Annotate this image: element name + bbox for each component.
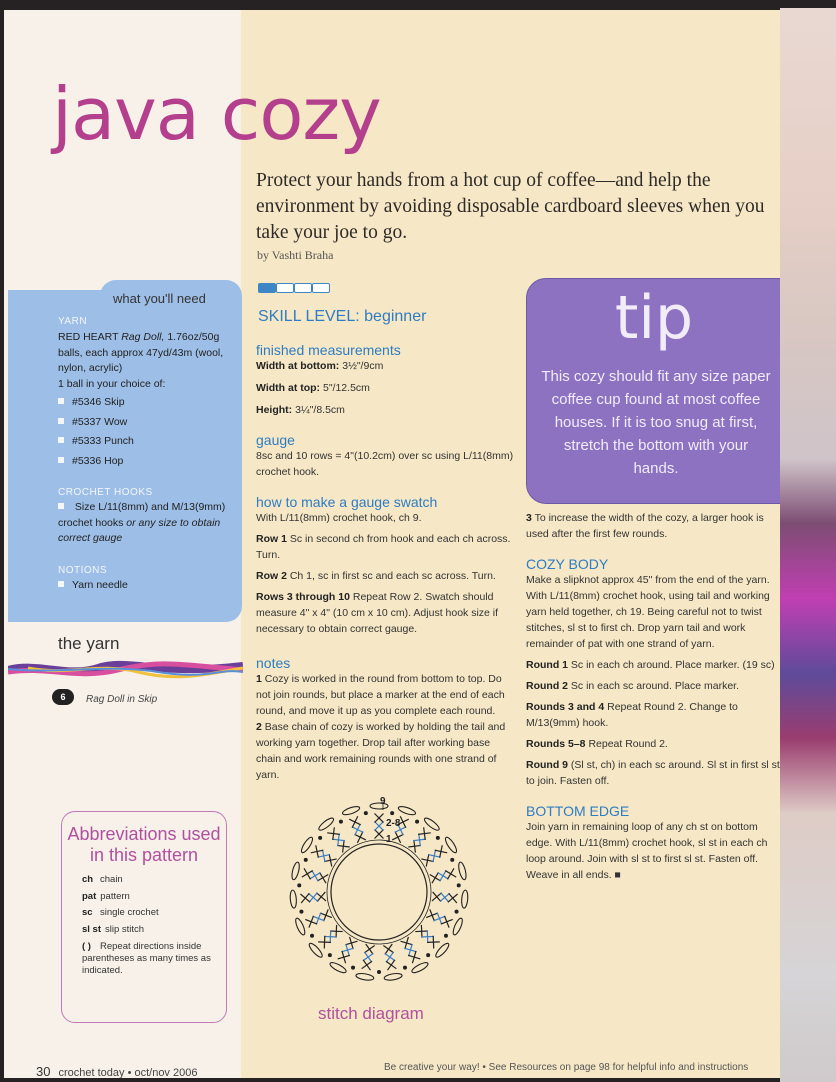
abbr-key: sl st bbox=[82, 923, 102, 935]
notions-heading: NOTIONS bbox=[58, 564, 108, 576]
row-label: Row 1 bbox=[256, 533, 287, 545]
row-label: Row 2 bbox=[256, 570, 287, 582]
stitch-diagram bbox=[287, 796, 472, 981]
chain-stitch-mark bbox=[307, 942, 324, 959]
skill-level-indicator bbox=[258, 280, 330, 290]
single-crochet-mark bbox=[440, 893, 450, 903]
footer-right: Be creative your way! • See Resources on page 98 for helpful info and instructions bbox=[384, 1062, 749, 1073]
slip-stitch-mark bbox=[304, 858, 308, 862]
yarn-heading: YARN bbox=[58, 316, 88, 327]
measure-row bbox=[256, 380, 514, 396]
chain-stitch-mark bbox=[434, 942, 451, 959]
note-number: 2 bbox=[256, 721, 262, 733]
single-crochet-mark bbox=[316, 892, 326, 902]
yarn-brand: RED HEART bbox=[58, 331, 119, 343]
chain-stitch-mark bbox=[444, 836, 459, 854]
single-crochet-mark bbox=[427, 936, 440, 949]
swatch-row bbox=[256, 531, 514, 563]
swatch-row bbox=[256, 589, 514, 637]
color-item: #5336 Hop bbox=[58, 454, 238, 470]
magazine-credit: crochet today • oct/nov 2006 bbox=[58, 1067, 198, 1078]
single-crochet-mark bbox=[375, 830, 384, 839]
abbr-row bbox=[82, 941, 214, 977]
round-row bbox=[526, 757, 780, 789]
round-label: Round 1 bbox=[526, 659, 568, 671]
skill-box bbox=[276, 283, 294, 293]
foundation-chain-ring bbox=[331, 844, 427, 940]
round-label-9: 9 bbox=[380, 796, 386, 807]
background-photo bbox=[780, 8, 836, 1082]
bottom-edge-text: Join yarn in remaining loop of any ch st on bottom edge. With L/11(8mm) crochet hook, sl st in each ch loop around. Join with sl st to first sl st. Fasten off. Weave in all ends. ■ bbox=[526, 821, 768, 881]
magazine-page bbox=[4, 10, 780, 1078]
byline: by Vashti Braha bbox=[257, 248, 334, 262]
tip-box bbox=[526, 278, 780, 504]
yarn-strand-image bbox=[8, 658, 243, 682]
round-row bbox=[526, 699, 780, 731]
measure-value: 5"/12.5cm bbox=[322, 382, 370, 394]
page-title: java cozy bbox=[52, 72, 381, 156]
abbr-row bbox=[82, 889, 226, 906]
round-text: (Sl st, ch) in each sc around. Sl st in first sl st to join. Fasten off. bbox=[526, 759, 780, 787]
slip-stitch-mark bbox=[328, 953, 332, 957]
notions-item: Yarn needle bbox=[58, 578, 238, 594]
chain-stitch-mark bbox=[355, 972, 374, 981]
slip-stitch-mark bbox=[415, 820, 419, 824]
round-row bbox=[526, 736, 780, 752]
slip-stitch-mark bbox=[426, 953, 430, 957]
abbr-key: sc bbox=[82, 907, 93, 918]
single-crochet-mark bbox=[324, 930, 337, 943]
chain-stitch-mark bbox=[294, 917, 307, 936]
note-number: 3 bbox=[526, 512, 532, 524]
note-text: To increase the width of the cozy, a larger hook is used after the first few rounds. bbox=[526, 512, 764, 540]
skill-level: SKILL LEVEL: beginner bbox=[258, 308, 427, 325]
gauge-heading: gauge bbox=[256, 432, 295, 448]
slip-stitch-mark bbox=[444, 934, 448, 938]
chain-stitch-mark bbox=[461, 890, 468, 908]
row-label: Rows 3 through 10 bbox=[256, 591, 350, 603]
round-row bbox=[526, 678, 780, 694]
single-crochet-mark bbox=[375, 822, 384, 831]
yarn-note-text: Rag Doll in Skip bbox=[86, 694, 158, 705]
round-row bbox=[526, 657, 780, 673]
chain-stitch-mark bbox=[397, 805, 416, 817]
abbreviations-title: Abbreviations used in this pattern bbox=[67, 824, 221, 865]
slip-stitch-mark bbox=[377, 970, 381, 974]
single-crochet-mark bbox=[421, 930, 434, 943]
note-text: Base chain of cozy is worked by holding the tail and working yarn together. Drop tail after working base chain and work remaining rounds with one strand of yarn. bbox=[256, 721, 506, 781]
finished-measurements-heading: finished measurements bbox=[256, 342, 401, 358]
middle-column bbox=[256, 342, 514, 783]
chain-stitch-mark bbox=[290, 890, 297, 908]
what-you-need-title: what you'll need bbox=[113, 291, 206, 306]
slip-stitch-mark bbox=[457, 883, 461, 887]
slip-stitch-mark bbox=[297, 883, 301, 887]
chain-stitch-mark bbox=[317, 816, 335, 832]
intro-text: Protect your hands from a hot cup of coffee—and help the environment by avoiding disposable cardboard sleeves when you take your joe to go. bbox=[256, 170, 765, 243]
row-text: Ch 1, sc in first sc and each sc across. Turn. bbox=[289, 570, 496, 582]
cozy-body-intro: Make a slipknot approx 45" from the end of the yarn. With L/11(8mm) crochet hook, using tail and working yarn held together, ch 19. Being careful not to twist stitches, sl st to first ch. Drop yarn tail and work remainder of pat with one strand of yarn. bbox=[526, 574, 770, 650]
abbreviations-box bbox=[61, 811, 227, 1023]
yarn-note bbox=[86, 694, 157, 705]
measure-row bbox=[256, 358, 514, 374]
single-crochet-mark bbox=[300, 893, 310, 903]
row-text: Repeat Row 2. Swatch should measure 4" x 4" (10 cm x 10 cm). Adjust hook size if necessary to obtain correct gauge. bbox=[256, 591, 499, 635]
slip-stitch-mark bbox=[403, 966, 407, 970]
slip-stitch-mark bbox=[455, 910, 459, 914]
abbr-meaning: Repeat directions inside parentheses as many times as indicated. bbox=[82, 941, 211, 976]
round-label: Round 9 bbox=[526, 759, 568, 771]
note-1 bbox=[256, 671, 514, 719]
measure-label: Width at top: bbox=[256, 382, 321, 394]
round-text: Repeat Round 2. Change to M/13(9mm) hook. bbox=[526, 701, 738, 729]
tip-text: This cozy should fit any size paper coffee cup found at most coffee houses. If it is too snug at first, stretch the bottom with your hands. bbox=[541, 368, 771, 477]
abbr-meaning: slip stitch bbox=[105, 923, 145, 935]
single-crochet-mark bbox=[327, 827, 340, 840]
single-crochet-mark bbox=[418, 827, 431, 840]
note-3 bbox=[526, 510, 780, 542]
hooks-heading: CROCHET HOOKS bbox=[58, 487, 153, 498]
chain-stitch-mark bbox=[457, 861, 467, 880]
the-yarn-label: the yarn bbox=[58, 634, 120, 653]
yarn-spec: 1.76oz/50g balls, each approx 47yd/43m (wool, nylon, acrylic) bbox=[58, 331, 224, 374]
single-crochet-mark bbox=[375, 814, 384, 823]
swatch-intro: With L/11(8mm) crochet hook, ch 9. bbox=[256, 512, 422, 524]
round-label: Round 2 bbox=[526, 680, 568, 692]
slip-stitch-mark bbox=[390, 811, 394, 815]
round-label: Rounds 3 and 4 bbox=[526, 701, 605, 713]
slip-stitch-mark bbox=[364, 811, 368, 815]
color-item: #5346 Skip bbox=[58, 395, 238, 411]
skill-box bbox=[312, 283, 330, 293]
slip-stitch-mark bbox=[450, 858, 454, 862]
round-label-1: 1 bbox=[386, 834, 392, 845]
measure-value: 3¼"/8.5cm bbox=[295, 404, 345, 416]
yarn-weight-badge: 6 bbox=[52, 689, 74, 705]
single-crochet-mark bbox=[448, 893, 458, 903]
round-text: Sc in each sc around. Place marker. bbox=[570, 680, 740, 692]
note-text: Cozy is worked in the round from bottom to top. Do not join rounds, but place a marker at the end of each round, and move it up as you complete each round. bbox=[256, 673, 505, 717]
abbr-key: ( ) bbox=[82, 941, 91, 952]
materials-list bbox=[58, 316, 238, 593]
cozy-body-heading: COZY BODY bbox=[526, 556, 609, 572]
round-text: Repeat Round 2. bbox=[588, 738, 668, 750]
abbr-key: ch bbox=[82, 874, 94, 885]
hooks-note: or any size to obtain correct gauge bbox=[58, 516, 221, 544]
slip-stitch-mark bbox=[351, 966, 355, 970]
slip-stitch-mark bbox=[310, 934, 314, 938]
swatch-row bbox=[256, 568, 514, 584]
chain-stitch-mark bbox=[329, 961, 348, 975]
note-2 bbox=[256, 719, 514, 783]
skill-box-filled bbox=[258, 283, 276, 293]
chain-stitch-mark bbox=[451, 917, 464, 936]
abbr-row bbox=[82, 872, 226, 889]
note-number: 1 bbox=[256, 673, 262, 685]
right-column bbox=[526, 510, 780, 883]
page-number: 30 bbox=[36, 1064, 51, 1078]
footer-left bbox=[36, 1064, 197, 1078]
foundation-chain-ring bbox=[327, 840, 431, 944]
measure-label: Height: bbox=[256, 404, 293, 416]
single-crochet-mark bbox=[318, 936, 331, 949]
chain-stitch-mark bbox=[291, 861, 301, 880]
color-item: #5337 Wow bbox=[58, 415, 238, 431]
single-crochet-mark bbox=[413, 834, 426, 847]
chain-stitch-mark bbox=[300, 836, 315, 854]
round-label: Rounds 5–8 bbox=[526, 738, 586, 750]
chain-stitch-mark bbox=[411, 961, 430, 975]
chain-stitch-mark bbox=[342, 805, 361, 817]
abbr-row bbox=[82, 905, 226, 922]
single-crochet-mark bbox=[432, 892, 442, 902]
bottom-edge-heading: BOTTOM EDGE bbox=[526, 803, 630, 819]
chain-stitch-mark bbox=[423, 816, 441, 832]
yarn-choice: 1 ball in your choice of: bbox=[58, 377, 166, 390]
measure-label: Width at bottom: bbox=[256, 360, 340, 372]
slip-stitch-mark bbox=[436, 836, 440, 840]
single-crochet-mark bbox=[308, 893, 318, 903]
round-text: Sc in each ch around. Place marker. (19 sc) bbox=[570, 659, 775, 671]
gauge-text: 8sc and 10 rows = 4"(10.2cm) over sc using L/11(8mm) crochet hook. bbox=[256, 450, 514, 478]
hooks-text: Size L/11(8mm) and M/13(9mm) crochet hooks bbox=[58, 501, 226, 529]
yarn-name: Rag Doll, bbox=[121, 331, 165, 343]
measure-value: 3½"/9cm bbox=[342, 360, 384, 372]
single-crochet-mark bbox=[332, 834, 345, 847]
yarn-description bbox=[58, 330, 238, 377]
stitch-diagram-caption: stitch diagram bbox=[318, 1004, 424, 1023]
measure-row bbox=[256, 402, 514, 418]
color-item: #5333 Punch bbox=[58, 434, 238, 450]
tip-heading: tip bbox=[614, 283, 694, 353]
abbr-meaning: chain bbox=[100, 874, 123, 885]
row-text: Sc in second ch from hook and each ch across. Turn. bbox=[256, 533, 511, 561]
slip-stitch-mark bbox=[299, 910, 303, 914]
round-label-2-8: 2-8 bbox=[386, 818, 401, 829]
hooks-item bbox=[58, 500, 238, 547]
chain-stitch-mark bbox=[384, 972, 403, 981]
slip-stitch-mark bbox=[339, 820, 343, 824]
swatch-heading: how to make a gauge swatch bbox=[256, 494, 438, 510]
abbr-meaning: single crochet bbox=[100, 907, 159, 918]
notes-heading: notes bbox=[256, 655, 291, 671]
abbr-row bbox=[82, 922, 226, 939]
abbr-key: pat bbox=[82, 890, 97, 902]
abbr-meaning: pattern bbox=[100, 890, 130, 902]
skill-box bbox=[294, 283, 312, 293]
slip-stitch-mark bbox=[318, 836, 322, 840]
